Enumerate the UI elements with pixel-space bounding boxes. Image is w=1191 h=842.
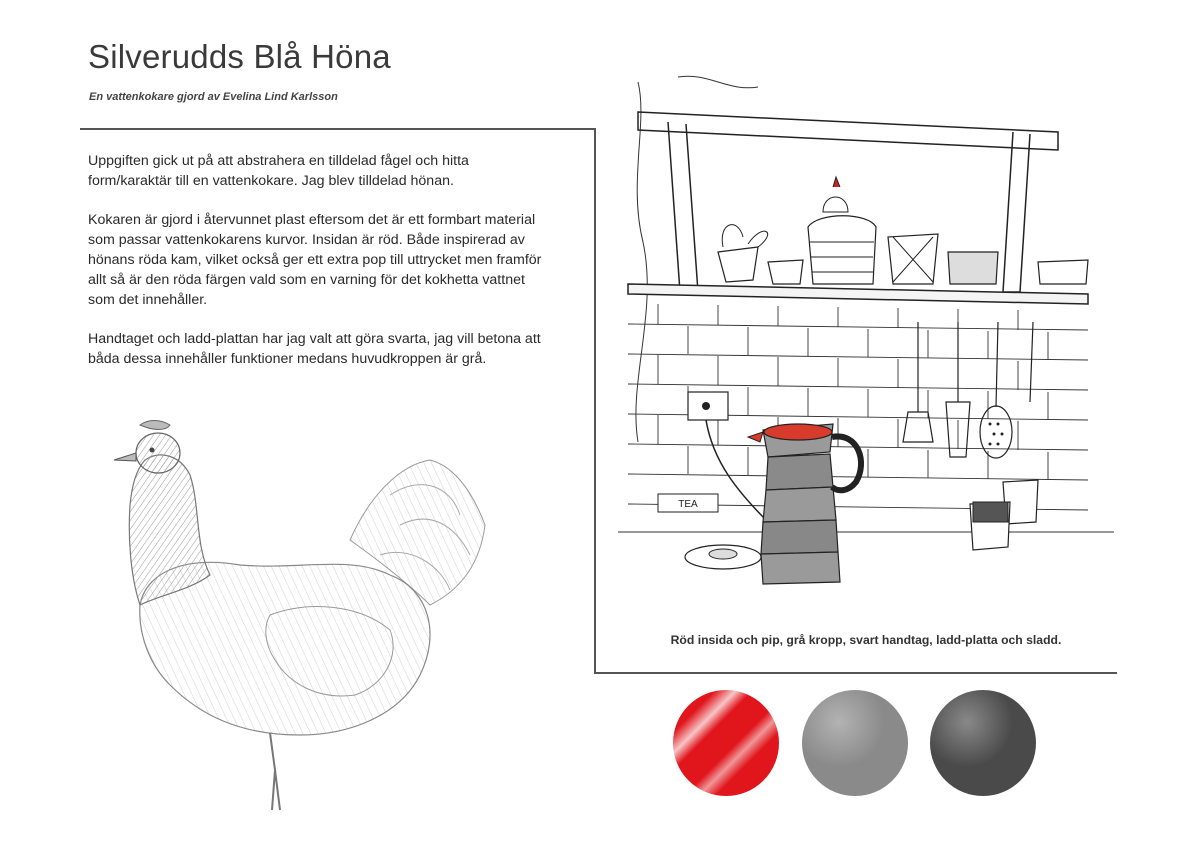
paragraph-handle: Handtaget och ladd-plattan har jag valt att göra svarta, jag vill betona att båda dessa innehåller funktioner medans huvudkroppen är grå.	[88, 331, 541, 367]
red-material-swatch	[673, 690, 779, 796]
hen-sketch	[100, 415, 500, 815]
frame-line-right	[594, 128, 596, 674]
page-title: Silverudds Blå Höna	[88, 38, 391, 75]
illustration-caption: Röd insida och pip, grå kropp, svart handtag, ladd-platta och sladd.	[670, 633, 1062, 647]
paragraph-material: Kokaren är gjord i återvunnet plast eftersom det är ett formbart material som passar vattenkokarens kurvor. Insidan är röd. Både inspirerad av hönans röda kam, vilket också ger ett extra pop till uttrycket men framför allt så är den röda färgen vald som en varning för det kokhetta vattnet som det innehåller.	[88, 212, 542, 308]
grey-material-swatch	[802, 690, 908, 796]
kitchen-scene-drawing	[618, 62, 1114, 612]
frame-line-bottom	[594, 672, 1117, 674]
black-material-swatch	[930, 690, 1036, 796]
description-text	[88, 151, 543, 388]
page-subtitle: En vattenkokare gjord av Evelina Lind Karlsson	[89, 91, 338, 103]
paragraph-assignment: Uppgiften gick ut på att abstrahera en tilldelad fågel och hitta form/karaktär till en vattenkokare. Jag blev tilldelad hönan.	[88, 153, 469, 189]
frame-line-top	[80, 128, 596, 130]
tea-sign-text: TEA	[678, 499, 698, 510]
